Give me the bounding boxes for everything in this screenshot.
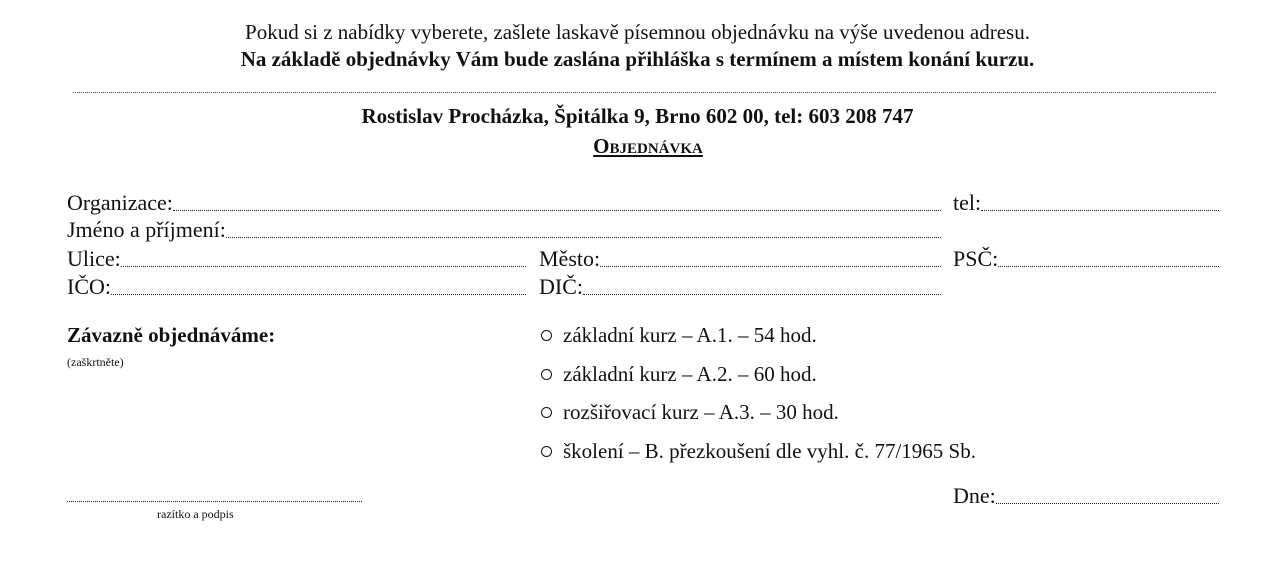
ulice-input-line[interactable] [121,265,526,267]
radio-circle-icon[interactable] [541,407,552,418]
psc-field[interactable] [953,247,1219,271]
date-label: Dne: [953,483,996,508]
course-option-label: školení – B. přezkoušení dle vyhl. č. 77/1965 Sb. [563,439,976,463]
separator-line [73,92,1216,93]
course-option-label: základní kurz – A.1. – 54 hod. [563,323,817,347]
form-heading [0,134,1275,159]
ico-input-line[interactable] [111,293,526,295]
intro-text: Pokud si z nabídky vyberete, zašlete laskavě písemnou objednávku na výše uvedenou adresu. [245,20,1030,44]
mesto-field[interactable] [539,247,941,271]
course-option[interactable] [541,400,839,425]
course-option[interactable] [541,439,976,464]
signature-label: razítko a podpis [157,507,234,521]
ulice-label: Ulice: [67,246,121,271]
date-input-line[interactable] [996,502,1219,504]
organizace-input-line[interactable] [173,209,941,211]
ico-field[interactable] [67,275,526,299]
signature-line[interactable] [67,501,362,502]
course-option[interactable] [541,323,817,348]
dic-input-line[interactable] [583,293,941,295]
contact-address: Rostislav Procházka, Špitálka 9, Brno 602 00, tel: 603 208 747 [361,104,914,128]
course-option-label: základní kurz – A.2. – 60 hod. [563,362,817,386]
radio-circle-icon[interactable] [541,330,552,341]
organizace-label: Organizace: [67,190,173,215]
date-field[interactable] [953,484,1219,508]
dic-field[interactable] [539,275,941,299]
ulice-field[interactable] [67,247,526,271]
psc-input-line[interactable] [998,265,1219,267]
dic-label: DIČ: [539,274,583,299]
tel-label: tel: [953,190,982,215]
order-hint: (zaškrtněte) [67,355,124,369]
form-heading-text: Objednávka [593,134,703,158]
radio-circle-icon[interactable] [541,369,552,380]
mesto-input-line[interactable] [600,265,941,267]
tel-input-line[interactable] [981,209,1219,211]
ico-label: IČO: [67,274,111,299]
course-option-label: rozšiřovací kurz – A.3. – 30 hod. [563,400,839,424]
intro-bold-text: Na základě objednávky Vám bude zaslána přihláška s termínem a místem konání kurzu. [240,47,1035,71]
tel-field[interactable] [953,191,1219,215]
jmeno-field[interactable] [67,218,941,242]
order-label: Závazně objednáváme: [67,323,276,347]
organizace-field[interactable] [67,191,941,215]
psc-label: PSČ: [953,246,999,271]
jmeno-input-line[interactable] [226,236,941,238]
mesto-label: Město: [539,246,601,271]
radio-circle-icon[interactable] [541,446,552,457]
course-option[interactable] [541,362,817,387]
jmeno-label: Jméno a příjmení: [67,217,226,242]
